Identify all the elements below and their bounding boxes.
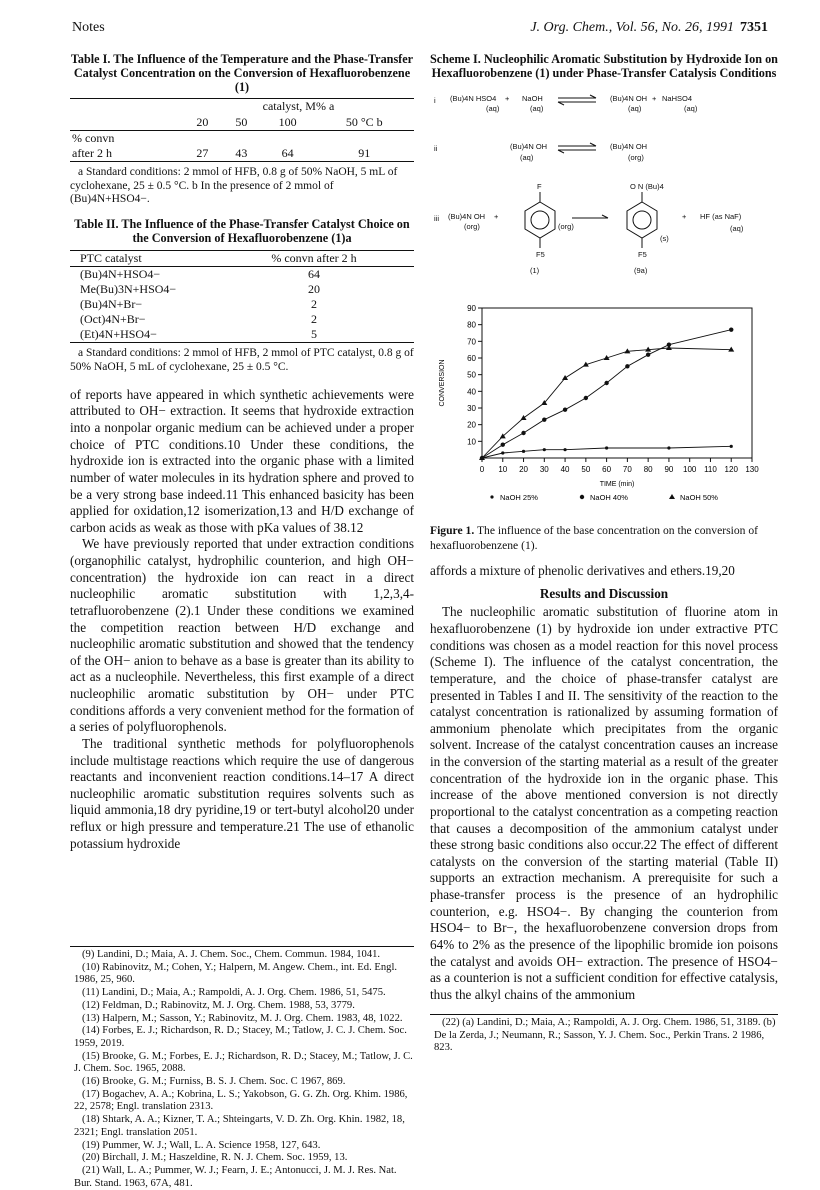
y-tick-label: 20: [467, 420, 476, 430]
scheme-text: (aq): [486, 104, 500, 114]
scheme-text: (org): [628, 153, 644, 163]
y-tick-label: 60: [467, 354, 476, 363]
scheme-text: NaHSO4: [662, 94, 693, 104]
data-point: [562, 375, 568, 380]
table1-row-label: % convn: [72, 130, 115, 145]
table1-col: 20: [196, 114, 209, 129]
reference: (9) Landini, D.; Maia, A. J. Chem. Soc., Chem. Commun. 1984, 1041.: [82, 949, 381, 960]
y-tick-label: 30: [467, 404, 476, 413]
x-tick-label: 100: [683, 465, 697, 474]
table1-row-label: after 2 h: [72, 145, 112, 160]
reference: (12) Feldman, D.; Rabinovitz, M. J. Org. Chem. 1988, 53, 3779.: [82, 999, 355, 1011]
legend-marker: [490, 495, 493, 498]
scheme-text: (Bu)4N OH: [610, 142, 648, 152]
section-label: Notes: [72, 20, 105, 35]
table1-col: 50 °C b: [345, 114, 383, 129]
scheme-text: (Bu)4N OH: [610, 94, 648, 104]
scheme-text: (org): [558, 222, 574, 232]
scheme-graphics: [430, 84, 778, 306]
x-tick-label: 20: [519, 465, 528, 474]
legend-marker: [669, 494, 675, 499]
scheme-text: (9a): [634, 266, 648, 276]
scheme-text: HF (as NaF): [700, 212, 742, 222]
table2-cell: (Et)4N+HSO4−: [80, 327, 157, 342]
table1-caption: Table I. The Influence of the Temperature and the Phase-Transfer Catalyst Concentration on the Conversion of Hexafluorobenzene (1): [70, 52, 414, 95]
x-tick-label: 120: [724, 465, 738, 474]
scheme-text: (s): [660, 234, 669, 244]
scheme-text: (Bu)4N OH: [448, 212, 486, 222]
table2-cell: 64: [308, 266, 320, 281]
table1-col: 50: [235, 114, 248, 129]
scheme-caption: Scheme I. Nucleophilic Aromatic Substitution by Hydroxide Ion on Hexafluorobenzene (1) under Phase-Transfer Catalysis Conditions: [430, 52, 778, 81]
y-tick-label: 10: [467, 437, 476, 447]
conversion-chart: [430, 300, 778, 520]
data-point: [521, 431, 525, 435]
body-paragraph: We have previously reported that under extraction conditions (organophilic catalyst, hydrophilic counterion, and high OH− concentration) the hydroxide ion can react in a direct nucleophilic aromatic substitution with 1,2,3,4-tetrafluorobenzene (2).1 Under these conditions we examined the competition reaction between H/D exchange and nucleophilic aromatic substitution and showed that the tendency of the OH− anion to behave as a base is greater than its ability to act as a nucleophile. Nevertheless, this first example of a direct nucleophilic aromatic substitution by OH− under PTC conditions affords a very convenient method for the formation of a series of polyfluorophenols.: [70, 536, 414, 735]
y-tick-label: 40: [467, 387, 476, 397]
data-point: [625, 364, 629, 368]
table2-cell: (Bu)4N+Br−: [80, 296, 143, 311]
x-tick-label: 30: [539, 465, 549, 474]
data-point: [667, 446, 670, 449]
data-point: [729, 327, 733, 331]
running-header: [72, 20, 768, 40]
table2-header: % convn after 2 h: [271, 250, 357, 265]
table2-cell: 5: [311, 327, 317, 342]
scheme-text: +: [682, 212, 687, 222]
left-references: [70, 946, 414, 1190]
x-tick-label: 10: [498, 465, 508, 474]
table1: [70, 98, 414, 161]
y-tick-label: 80: [467, 320, 476, 330]
scheme-text: (Bu)4N HSO4: [450, 94, 497, 104]
data-point: [563, 448, 566, 451]
data-point: [728, 347, 734, 352]
data-point: [522, 450, 525, 453]
x-tick-label: 80: [643, 465, 653, 474]
table2-cell: 2: [311, 296, 317, 311]
table1-cell: 64: [281, 145, 294, 160]
x-tick-label: 60: [602, 465, 612, 474]
data-point: [542, 417, 546, 421]
x-tick-label: 50: [581, 465, 591, 474]
x-tick-label: 0: [479, 465, 485, 474]
scheme-text: (org): [464, 222, 480, 232]
scheme-row-label: iii: [434, 214, 439, 224]
scheme-text: (aq): [520, 153, 534, 163]
x-tick-label: 110: [704, 465, 717, 474]
table2-cell: (Bu)4N+HSO4−: [80, 266, 161, 281]
figure-caption: [430, 524, 778, 553]
reference: (13) Halpern, M.; Sasson, Y.; Rabinovitz, M. J. Org. Chem. 1983, 48, 1022.: [82, 1012, 403, 1024]
x-tick-label: 70: [622, 465, 632, 474]
body-paragraph: The nucleophilic aromatic substitution of fluorine atom in hexafluorobenzene (1) by hydroxide ion under extractive PTC conditions was chosen as a model reaction for this novel process (Scheme I). The influence of the catalyst concentration, the temperature, and the choice of phase-transfer catalyst are presented in Tables I and II. The sensitivity of the reaction to the catalyst concentration is rationalized by assuming formation of ammonium phenolate which precipitates from the organic solvent. Increase of the catalyst concentration causes an increase in the conversion of the starting material as a result of the greater concentration of the hydroxide ion in the organic phase. This increase of the above mentioned conversion is not directly proportional to the catalyst concentration as a competing reaction that causes a decomposition of the ammonium catalyst under these strong basic conditions also occur.22 The effect of different catalysts on the conversion of the starting material (Table II) supports an extraction mechanism. A prerequisite for such a phase-transfer process is the presence of an hydrophilic counterion, e.g. HSO4−. By changing the counterion from HSO4− to Br−, the hexafluorobenzene conversion drops from 64% to 2% as the presence of the lipophilic bromide ion poisons the catalyst and avoids OH− extraction. The presence of HSO4− as a counterion is not a sufficient condition for effective catalysis, thus the alkyl chains of the ammonium: [430, 604, 778, 1002]
table1-footnote: a Standard conditions: 2 mmol of HFB, 0.8 g of 50% NaOH, 5 mL of cyclohexane, 25 ± 0.5 °C. b In the presence of 2 mmol of (Bu)4N+HSO4−.: [70, 165, 398, 206]
x-tick-label: 40: [560, 465, 570, 474]
data-point: [605, 446, 608, 449]
legend-marker: [580, 495, 584, 499]
data-point: [563, 407, 567, 411]
table2-caption: Table II. The Influence of the Phase-Transfer Catalyst Choice on the Conversion of Hexafluorobenzene (1)a: [74, 217, 410, 246]
reference: (20) Birchall, J. M.; Haszeldine, R. N. J. Chem. Soc. 1959, 13.: [82, 1152, 348, 1164]
scheme-text: (aq): [628, 104, 642, 114]
journal-citation: [530, 20, 768, 36]
table1-group-header: catalyst, M% a: [262, 99, 335, 114]
scheme-text: +: [652, 94, 657, 104]
reference: (17) Bogachev, A. A.; Kobrina, L. S.; Yakobson, G. G. Zh. Org. Khim. 1986, 22, 2578; Engl. translation 2313.: [74, 1088, 408, 1113]
scheme-text: +: [505, 94, 510, 104]
reference: (18) Shtark, A. A.; Kizner, T. A.; Shteingarts, V. D. Zh. Org. Khin. 1982, 18, 2321; Engl. translation 2051.: [74, 1114, 405, 1138]
data-point: [646, 352, 650, 356]
legend-label: NaOH 25%: [500, 493, 538, 502]
data-point: [584, 396, 588, 400]
reference: (16) Brooke, G. M.; Furniss, B. S. J. Chem. Soc. C 1967, 869.: [82, 1076, 346, 1088]
table2-cell: 20: [308, 281, 320, 296]
scheme-text: (Bu)4N OH: [510, 142, 548, 152]
scheme-text: (aq): [530, 104, 544, 114]
data-point: [501, 451, 504, 454]
scheme-text: F5: [536, 250, 545, 260]
x-tick-label: 90: [664, 465, 674, 474]
table2-cell: Me(Bu)3N+HSO4−: [80, 281, 177, 296]
right-column-body: [430, 522, 778, 1003]
data-point: [543, 448, 546, 451]
y-tick-label: 70: [467, 337, 476, 347]
scheme-text: F: [537, 182, 542, 192]
reference: (19) Pummer, W. J.; Wall, L. A. Science 1958, 127, 643.: [82, 1139, 321, 1151]
legend-label: NaOH 50%: [680, 493, 718, 502]
figure-text: The influence of the base concentration on the conversion of hexafluorobenzene (1).: [430, 524, 758, 552]
x-tick-label: 130: [745, 465, 759, 474]
y-tick-label: 50: [467, 370, 476, 380]
scheme-text: (1): [530, 266, 540, 276]
reference: (22) (a) Landini, D.; Maia, A.; Rampoldi, A. J. Org. Chem. 1986, 51, 3189. (b) De la Zerda, J.; Neumann, R.; Sasson, Y. J. Chem. Soc., Perkin Trans. 2 1986, 823.: [434, 1017, 776, 1054]
reference: (15) Brooke, G. M.; Forbes, E. J.; Richardson, R. D.; Stacey, M.; Tatlow, J. C. J. Chem. Soc. 1965, 2088.: [74, 1050, 413, 1075]
scheme-text: NaOH: [522, 94, 543, 104]
journal-name: J. Org. Chem., Vol. 56, No. 26, 1991: [530, 20, 734, 35]
y-axis-label: CONVERSION: [439, 359, 446, 407]
legend-label: NaOH 40%: [590, 493, 628, 502]
table2: [70, 250, 414, 344]
right-column: [430, 52, 778, 306]
data-point: [501, 442, 505, 446]
reference: (11) Landini, D.; Maia, A.; Rampoldi, A. J. Org. Chem. 1986, 51, 5475.: [82, 987, 386, 999]
reference: (10) Rabinovitz, M.; Cohen, Y.; Halpern, M. Angew. Chem., int. Ed. Engl. 1986, 25, 960.: [74, 961, 398, 986]
scheme-text: F5: [638, 250, 647, 260]
table2-cell: (Oct)4N+Br−: [80, 311, 146, 326]
figure-label: Figure 1.: [430, 524, 475, 537]
table1-cell: 27: [196, 145, 209, 160]
body-paragraph: The traditional synthetic methods for polyfluorophenols include multistage reactions which require the use of dangerous reactants and inconvenient reaction conditions.14–17 A direct nucleophilic aromatic substitution requires solvents such as liquid ammonia,18 dry pyridine,19 or tert-butyl alcohol20 under reflux or high pressure and temperature.21 The use of ethanolic potassium hydroxide: [70, 735, 414, 851]
series-line: [482, 348, 731, 458]
scheme-row-label: ii: [434, 144, 438, 154]
x-axis-label: TIME (min): [599, 481, 635, 488]
scheme-text: +: [494, 212, 499, 222]
body-paragraph: affords a mixture of phenolic derivatives and ethers.19,20: [430, 563, 735, 579]
page-number: 7351: [740, 20, 768, 35]
right-references: [430, 1014, 778, 1055]
table2-header: PTC catalyst: [80, 250, 142, 265]
table2-cell: 2: [311, 311, 317, 326]
table1-col: 100: [278, 114, 297, 129]
y-tick-label: 90: [467, 304, 476, 313]
plot-frame: [482, 308, 752, 458]
scheme-text: O N (Bu)4: [630, 182, 664, 192]
reaction-scheme: [430, 84, 778, 306]
chart-svg: [430, 300, 778, 520]
scheme-row-label: i: [434, 96, 436, 106]
reference: (21) Wall, L. A.; Pummer, W. J.; Fearn, J. E.; Antonucci, J. M. J. Res. Nat. Bur. Stand. 1963, 67A, 481.: [74, 1164, 397, 1189]
scheme-text: (aq): [730, 224, 744, 234]
left-column: [70, 52, 414, 852]
table2-footnote: a Standard conditions: 2 mmol of HFB, 2 mmol of PTC catalyst, 0.8 g of 50% NaOH, 5 mL of cyclohexane, 25 ± 0.5 °C.: [70, 347, 414, 373]
table1-cell: 43: [235, 145, 248, 160]
data-point: [730, 445, 733, 448]
data-point: [604, 381, 608, 385]
section-title: Results and Discussion: [539, 585, 669, 601]
scheme-text: (aq): [684, 104, 698, 114]
reference: (14) Forbes, E. J.; Richardson, R. D.; Stacey, M.; Tatlow, J. C. J. Chem. Soc. 1959, 2019.: [74, 1025, 407, 1049]
body-paragraph: of reports have appeared in which synthetic achievements were attributed to OH− extraction. It seems that hydroxide extraction into a nonpolar organic medium can be achieved under a proper choice of PTC conditions.10 Under these conditions, the hydroxide ion is extracted into the organic phase with a limited number of water molecules in its hydration sphere and proved to be a very strong base indeed.11 This enhanced basicity has been applied for oxidation,12 isomerization,13 and H/D exchange of carbon acids as weak as those with pKa values of 38.12: [70, 386, 414, 535]
data-point: [521, 415, 527, 420]
table1-cell: 91: [358, 145, 371, 160]
